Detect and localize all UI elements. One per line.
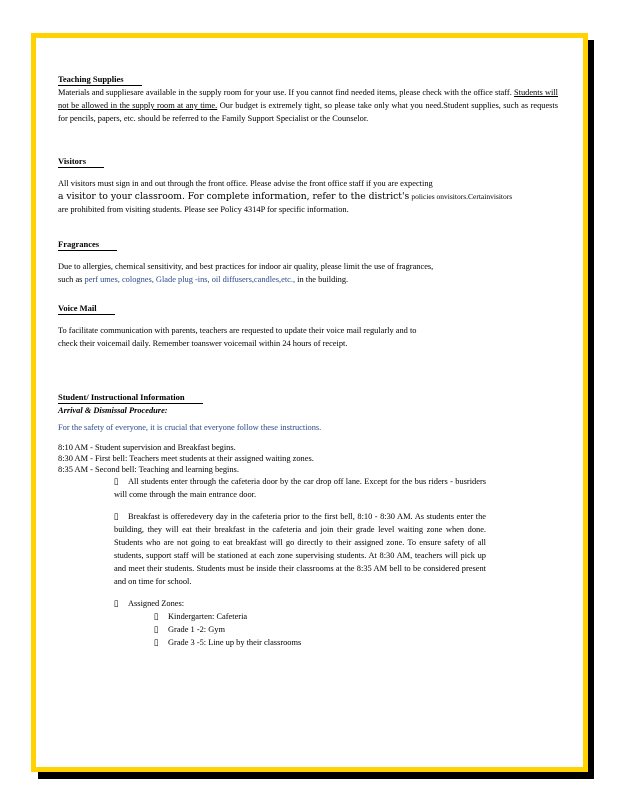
zone-text: Grade 1 -2: Gym bbox=[168, 625, 225, 634]
visitors-section bbox=[58, 155, 558, 216]
bullet-item bbox=[114, 510, 486, 588]
zone-item bbox=[154, 623, 558, 636]
page-frame bbox=[31, 33, 588, 772]
bullet-list bbox=[114, 475, 486, 610]
student-info-section bbox=[58, 391, 558, 649]
bullet-text: All students enter through the cafeteria door by the car drop off lane. Except for the bus riders - busriders will come through the main entrance door. bbox=[114, 477, 486, 499]
bullet-marker-icon: ▯ bbox=[114, 477, 119, 486]
teaching-supplies-text-a: Materials and suppliesare available in the supply room for your use. If you cannot find needed items, please check with the office staff. bbox=[58, 88, 512, 97]
bullet-marker-icon: ▯ bbox=[114, 599, 119, 608]
teaching-supplies-rule: Students will not be allowed in the supply room at any time. bbox=[58, 88, 559, 110]
schedule-item: 8:35 AM - Second bell: Teaching and learning begins. bbox=[58, 465, 239, 474]
bullet-marker-icon: ▯ bbox=[154, 625, 159, 634]
visitors-line-1: All visitors must sign in and out through the front office. Please advise the front office staff if you are expecting bbox=[58, 179, 433, 188]
bullet-marker-icon: ▯ bbox=[154, 638, 159, 647]
bullet-item bbox=[114, 475, 486, 501]
voice-mail-line-1: To facilitate communication with parents, teachers are requested to update their voice mail regularly and to bbox=[58, 326, 417, 335]
fragrances-line-2 bbox=[58, 273, 558, 286]
voice-mail-line-2: check their voicemail daily. Remember toanswer voicemail within 24 hours of receipt. bbox=[58, 339, 348, 348]
schedule-list bbox=[58, 442, 558, 475]
fragrances-section bbox=[58, 238, 558, 286]
zones-list bbox=[154, 610, 558, 649]
teaching-supplies-heading: Teaching Supplies bbox=[58, 74, 142, 86]
zone-item bbox=[154, 636, 558, 649]
visitors-heading: Visitors bbox=[58, 156, 104, 168]
schedule-item: 8:30 AM - First bell: Teachers meet students at their assigned waiting zones. bbox=[58, 454, 314, 463]
voice-mail-section bbox=[58, 302, 558, 350]
student-info-heading: Student/ Instructional Information bbox=[58, 392, 203, 404]
fragrances-examples: perf umes, colognes, Glade plug -ins, oil diffusers,candles,etc., bbox=[84, 275, 296, 284]
voice-mail-heading: Voice Mail bbox=[58, 303, 115, 315]
visitors-line-2-small: policies onvisitors.Certainvisitors bbox=[411, 192, 513, 201]
visitors-line-3: are prohibited from visiting students. Please see Policy 4314P for specific information. bbox=[58, 205, 349, 214]
fragrances-line-2-b: in the building. bbox=[297, 275, 349, 284]
bullet-marker-icon: ▯ bbox=[114, 512, 119, 521]
zone-item bbox=[154, 610, 558, 623]
visitors-line-2 bbox=[58, 190, 558, 203]
bullet-text: Assigned Zones: bbox=[128, 599, 185, 608]
teaching-supplies-text bbox=[58, 86, 558, 125]
zone-text: Kindergarten: Cafeteria bbox=[168, 612, 248, 621]
fragrances-line-1: Due to allergies, chemical sensitivity, and best practices for indoor air quality, please limit the use of fragrances, bbox=[58, 262, 434, 271]
fragrances-line-2-a: such as bbox=[58, 275, 83, 284]
zone-text: Grade 3 -5: Line up by their classrooms bbox=[168, 638, 302, 647]
schedule-item: 8:10 AM - Student supervision and Breakfast begins. bbox=[58, 443, 236, 452]
arrival-dismissal-subheading: Arrival & Dismissal Procedure: bbox=[58, 406, 168, 415]
bullet-marker-icon: ▯ bbox=[154, 612, 159, 621]
teaching-supplies-text-b: Our budget is extremely tight, so please take only what you need.Student supplies, such as requests for pencils, papers, etc. should be referred to the Family Support Specialist or the Counselor. bbox=[58, 101, 559, 123]
visitors-line-2-large: a visitor to your classroom. For complete information, refer to the district's bbox=[58, 191, 410, 202]
bullet-text: Breakfast is offeredevery day in the cafeteria prior to the first bell, 8:10 - 8:30 AM. As students enter the building, they will eat their breakfast in the cafeteria and join their grade level waiting zone when done. Students who are not going to eat breakfast will go directly to their assigned zone. To ensure safety of all students, support staff will be stationed at each zone supervising students. At 8:30 AM, teachers will pick up and meet their students. Students must be inside their classrooms at the 8:35 AM bell to be considered present and on time for school. bbox=[114, 512, 486, 586]
teaching-supplies-section bbox=[58, 73, 558, 125]
fragrances-heading: Fragrances bbox=[58, 239, 117, 251]
safety-line: For the safety of everyone, it is crucial that everyone follow these instructions. bbox=[58, 423, 322, 432]
bullet-item bbox=[114, 597, 486, 610]
